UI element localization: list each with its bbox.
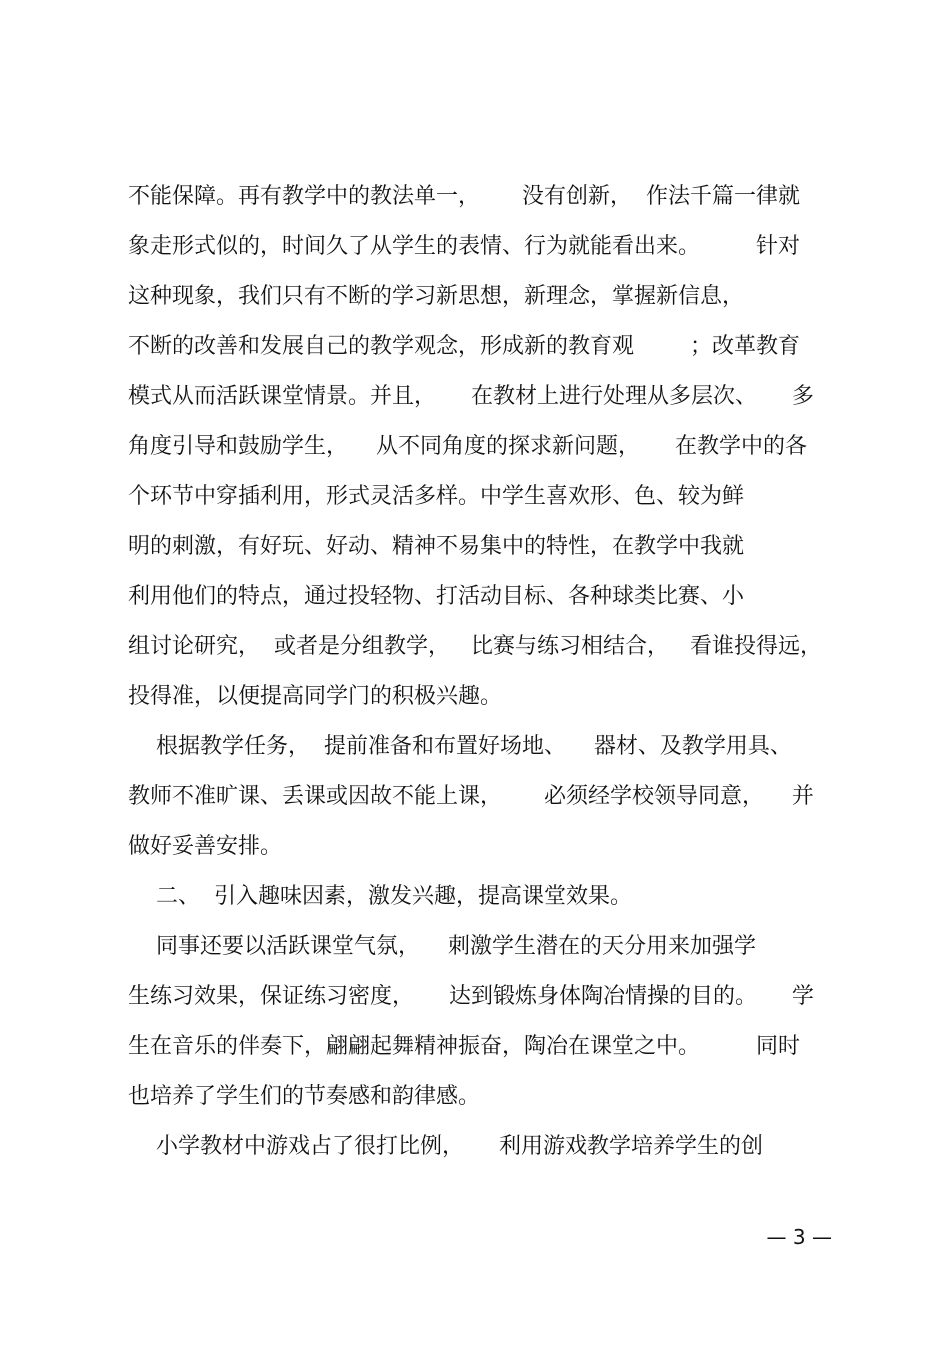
text-line: 根据教学任务， 提前准备和布置好场地、 器材、及教学用具、	[128, 734, 792, 759]
text-line: 同事还要以活跃课堂气氛， 刺激学生潜在的天分用来加强学	[128, 934, 756, 959]
text-line: 生在音乐的伴奏下，翩翩起舞精神振奋，陶冶在课堂之中。 同时	[128, 1034, 800, 1059]
text-line: 模式从而活跃课堂情景。并且， 在教材上进行处理从多层次、 多	[128, 384, 814, 409]
text-line: 个环节中穿插利用，形式灵活多样。中学生喜欢形、色、较为鲜	[128, 484, 745, 509]
text-line: 这种现象，我们只有不断的学习新思想，新理念，掌握新信息，	[128, 284, 745, 309]
text-line: 不断的改善和发展自己的教学观念，形成新的教育观 ；改革教育	[128, 334, 800, 359]
text-line: 象走形式似的，时间久了从学生的表情、行为就能看出来。 针对	[128, 234, 800, 259]
text-line: 利用他们的特点，通过投轻物、打活动目标、各种球类比赛、小	[128, 584, 745, 609]
section-heading: 二、 引入趣味因素，激发兴趣，提高课堂效果。	[128, 884, 632, 909]
text-line: 角度引导和鼓励学生， 从不同角度的探求新问题， 在教学中的各	[128, 434, 807, 459]
text-line: 教师不准旷课、丢课或因故不能上课， 必须经学校领导同意， 并	[128, 784, 814, 809]
text-line: 组讨论研究， 或者是分组教学， 比赛与练习相结合， 看谁投得远，	[128, 634, 822, 659]
text-line: 明的刺激，有好玩、好动、精神不易集中的特性，在教学中我就	[128, 534, 745, 559]
body-text	[128, 172, 838, 1172]
text-line: 投得准，以便提高同学门的积极兴趣。	[128, 684, 503, 709]
text-line: 做好妥善安排。	[128, 834, 283, 859]
text-line: 也培养了学生们的节奏感和韵律感。	[128, 1084, 481, 1109]
text-line: 生练习效果，保证练习密度， 达到锻炼身体陶冶情操的目的。 学	[128, 984, 814, 1009]
page-number: — 3 —	[766, 1225, 832, 1249]
text-line: 小学教材中游戏占了很打比例， 利用游戏教学培养学生的创	[128, 1134, 763, 1159]
text-line: 不能保障。再有教学中的教法单一， 没有创新， 作法千篇一律就	[128, 184, 800, 209]
